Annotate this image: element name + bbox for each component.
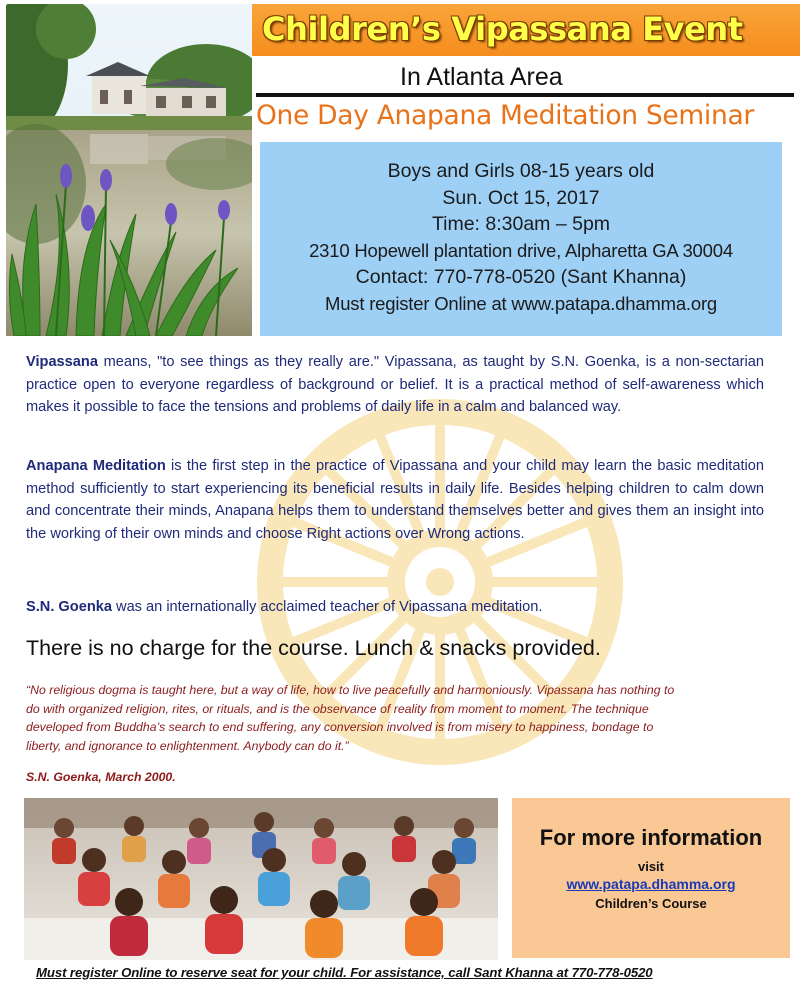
- address-line: 2310 Hopewell plantation drive, Alpharetta GA 30004: [309, 239, 733, 261]
- register-line: Must register Online at www.patapa.dhamma.org: [324, 292, 718, 314]
- subtitle-divider: [256, 93, 794, 97]
- event-location-subtitle: In Atlanta Area: [400, 63, 563, 91]
- vipassana-term: Vipassana: [26, 354, 98, 370]
- vipassana-paragraph: [26, 351, 764, 419]
- dhamma-website-link[interactable]: www.patapa.dhamma.org: [566, 876, 736, 892]
- more-information-title: For more information: [539, 825, 763, 850]
- more-information-box: [512, 798, 790, 958]
- title-banner: [252, 4, 800, 56]
- anapana-paragraph: [26, 455, 764, 545]
- anapana-description: is the first step in the practice of Vipassana and your child may learn the basic meditation method sufficiently to start experiencing its beneficial results in daily life. Besides helping children to calm down and concentrate their minds, Anapana helps them to understand themselves better and gives them an insight into the working of their own minds and choose Right actions over Wrong actions.: [26, 458, 764, 542]
- goenka-description: was an internationally acclaimed teacher of Vipassana meditation.: [111, 599, 543, 615]
- anapana-term: Anapana Meditation: [26, 458, 166, 474]
- contact-line: Contact: 770-778-0520 (Sant Khanna): [355, 266, 687, 288]
- date-line: Sun. Oct 15, 2017: [442, 186, 600, 209]
- goenka-quote: “No religious dogma is taught here, but a way of life, how to live peacefully and harmoniously. Vipassana has nothing to do with organized religion, rites, or rituals, and is the observance of reality from moment to moment. The technique developed from Buddha’s search to end suffering, any conversion involved is from misery to happiness, bondage to liberty, and ignorance to enlightenment. Anybody can do it.”: [26, 683, 675, 753]
- meditation-center-photo: [6, 4, 252, 336]
- registration-footer: Must register Online to reserve seat for your child. For assistance, call Sant Khanna at 770-778-0520: [36, 965, 653, 980]
- vipassana-description: means, "to see things as they really are." Vipassana, as taught by S.N. Goenka, is a non-sectarian practice open to everyone regardless of background or belief. It is a practical method of self-awareness which makes it possible to face the tensions and problems of daily life in a calm and balanced way.: [26, 354, 764, 415]
- children-meditating-photo: [24, 798, 498, 960]
- no-charge-notice: There is no charge for the course. Lunch & snacks provided.: [26, 636, 601, 660]
- event-details-box: [260, 142, 782, 336]
- audience-line: Boys and Girls 08-15 years old: [387, 160, 655, 182]
- childrens-course-label: Children’s Course: [595, 896, 707, 911]
- event-title: Children’s Vipassana Event: [262, 10, 743, 48]
- quote-signature: S.N. Goenka, March 2000.: [26, 770, 176, 784]
- time-line: Time: 8:30am – 5pm: [431, 213, 611, 235]
- goenka-term: S.N. Goenka: [26, 599, 112, 615]
- visit-label: visit: [637, 859, 664, 874]
- goenka-paragraph: [26, 596, 764, 619]
- seminar-heading: One Day Anapana Meditation Seminar: [256, 100, 755, 131]
